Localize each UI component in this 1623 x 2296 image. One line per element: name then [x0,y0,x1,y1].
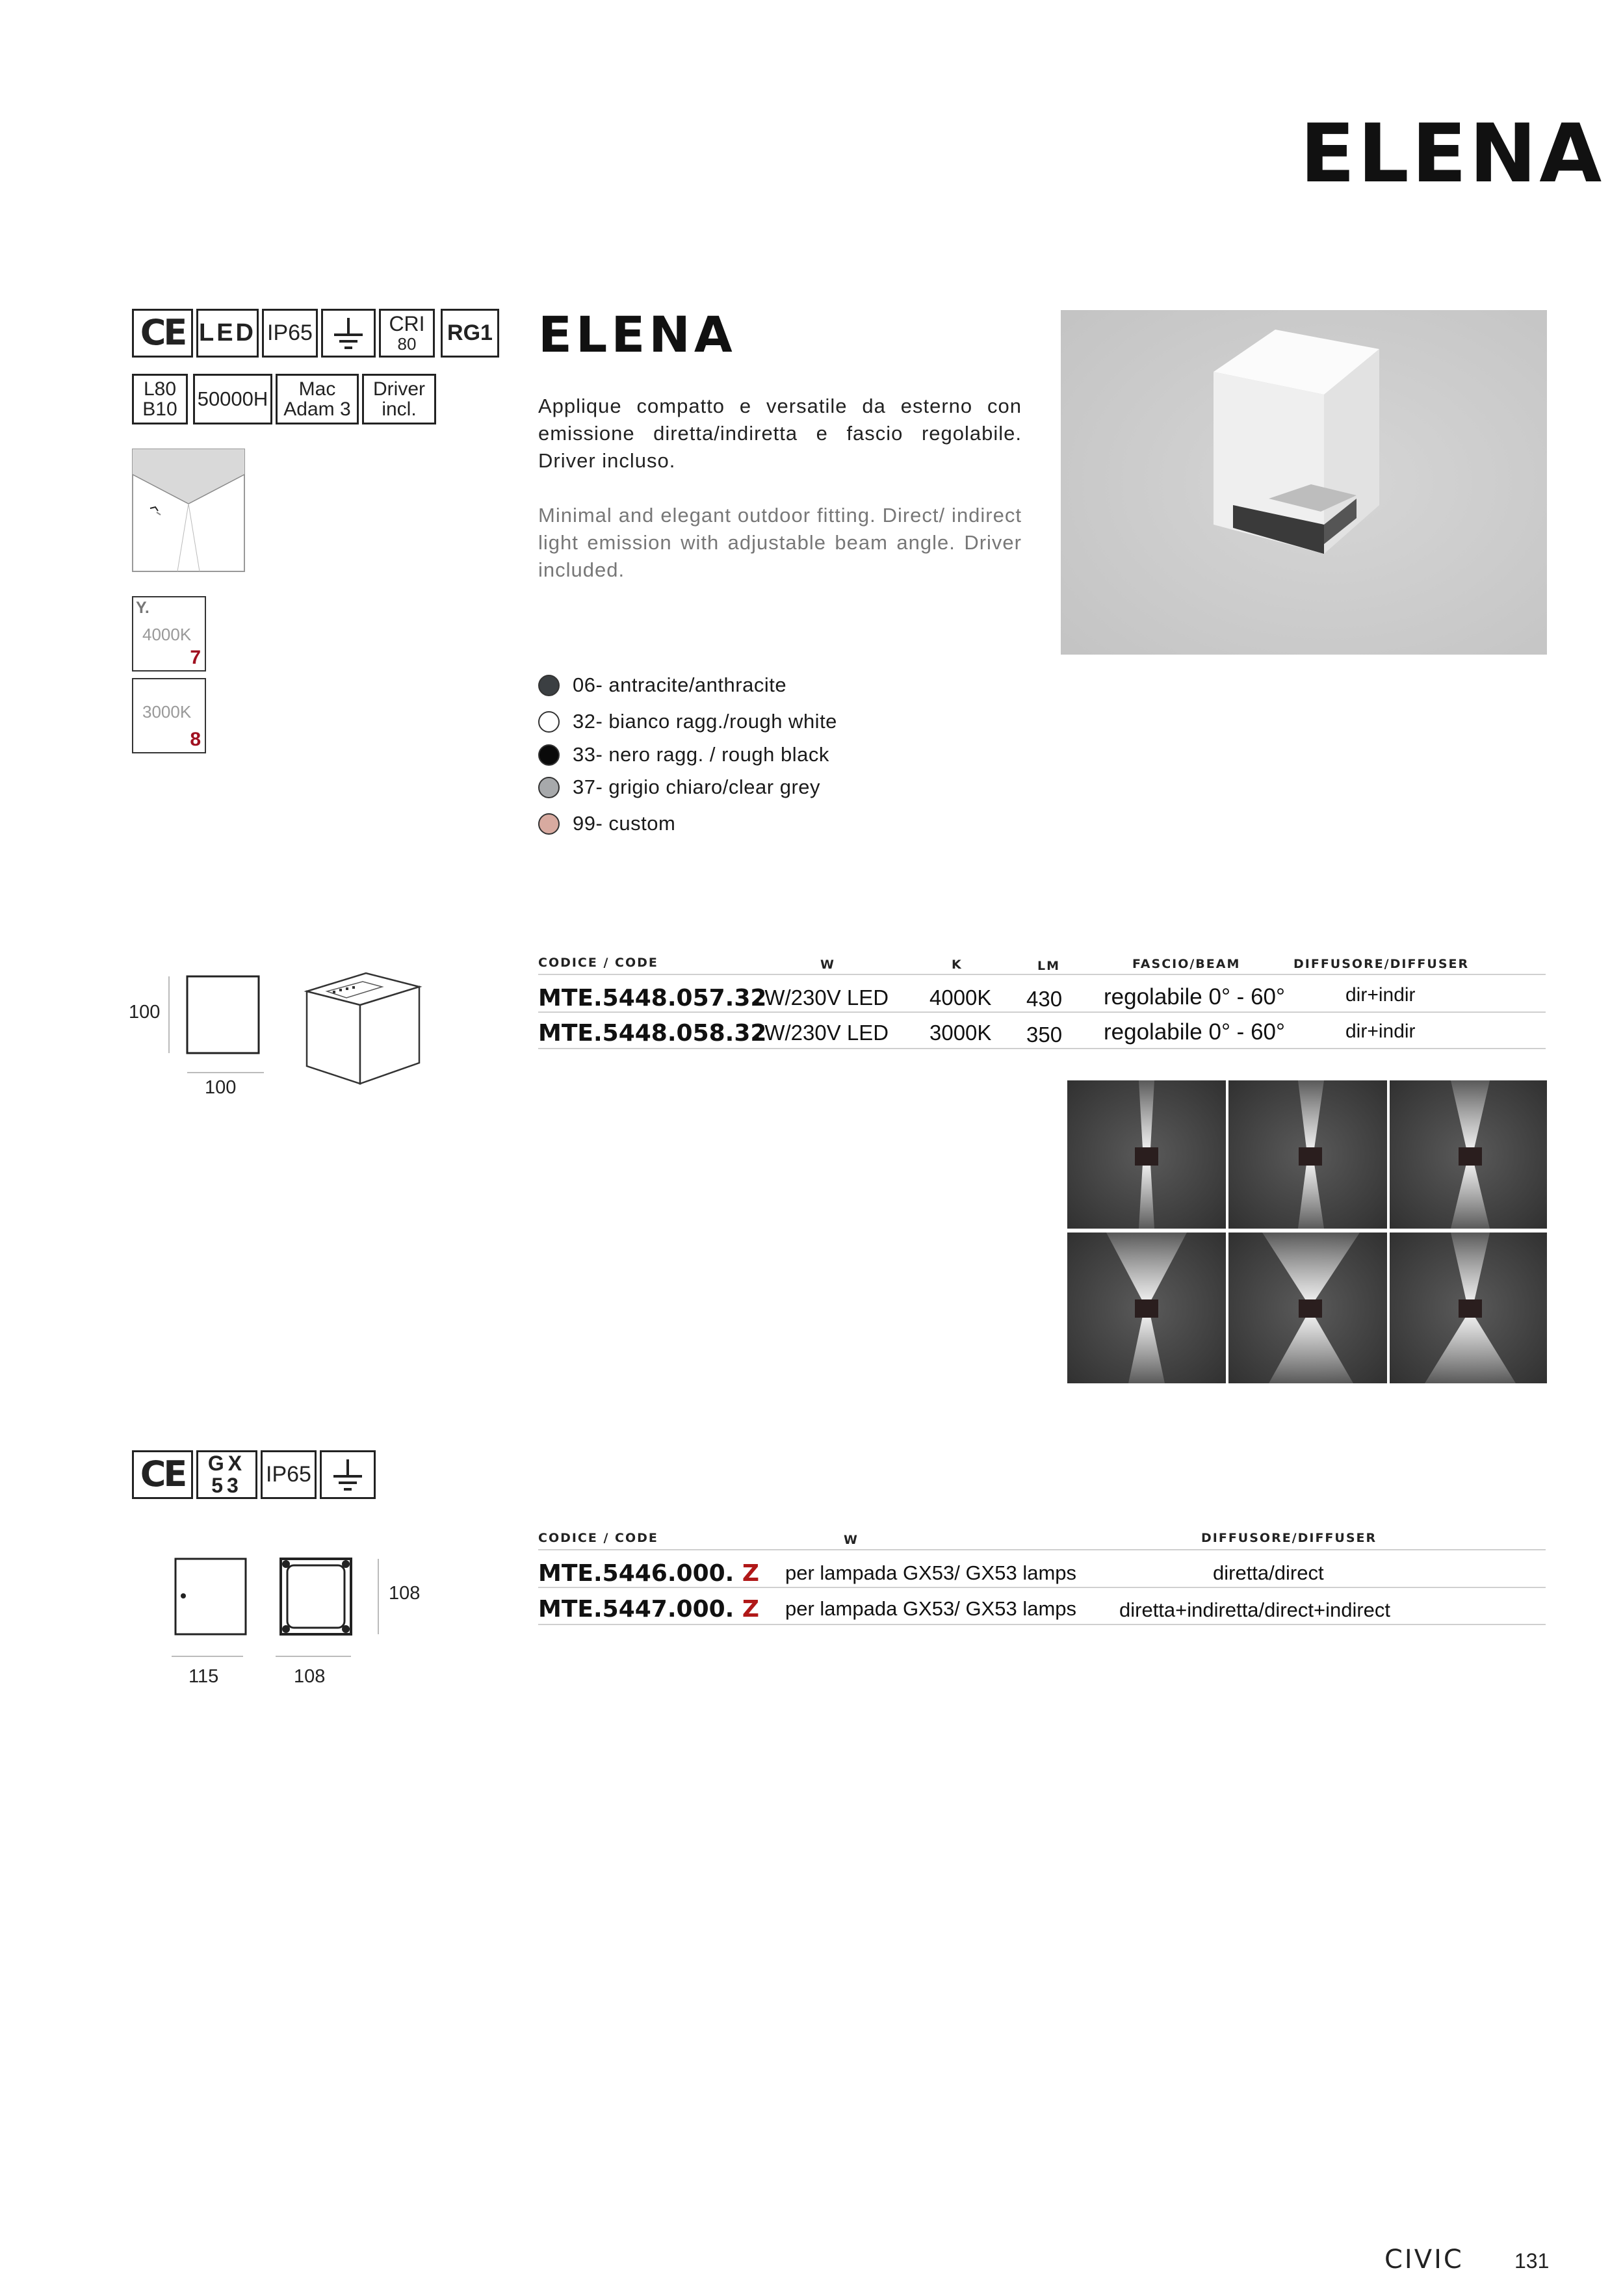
beam: regolabile 0° - 60° [1104,1019,1285,1045]
gx-label: GX [207,1451,246,1475]
table-header-w: W [844,1533,859,1547]
product-name: ELENA [538,306,736,363]
product-code-suffix: Z [742,1560,759,1587]
table-divider [538,1549,1546,1550]
kelvin: 3000K [929,1021,992,1045]
description-italian: Applique compatto e versatile da esterno con emissione diretta/indiretta e fascio regolabile. Driver incluso. [538,395,1022,472]
product-code-base: MTE.5447.000. [538,1596,734,1623]
ground-icon [320,1450,376,1499]
table-header-beam: FASCIO/BEAM [1132,957,1241,971]
finish-item [538,743,829,766]
product-code: MTE.5448.057.32 [538,985,767,1011]
driver-label: Driver [373,378,425,400]
l80-label: L80 [143,378,177,400]
lamp-type: per lampada GX53/ GX53 lamps [785,1561,1077,1584]
l80-b10-badge [132,374,188,424]
cri-badge [379,309,435,358]
dimension-width-b: 108 [294,1666,326,1687]
color-swatch-rough-white [538,711,560,733]
table-divider [538,974,1546,975]
led-dimension-drawing [168,969,441,1125]
gx-number: 53 [211,1473,242,1497]
table-divider [538,1048,1546,1049]
finish-item [538,710,837,733]
wattage: 7W/230V LED [753,1021,889,1045]
adam-label: Adam 3 [283,398,351,420]
b10-label: B10 [142,398,177,420]
ground-icon [321,309,376,358]
description-english: Minimal and elegant outdoor fitting. Direct/ indirect light emission with adjustable beam angle. Driver included. [538,504,1022,581]
table-divider [538,1624,1546,1625]
driver-badge [362,374,436,424]
table-header-w: W [820,958,835,972]
color-swatch-clear-grey [538,777,560,798]
diffuser: diretta/direct [1213,1561,1324,1584]
dimension-width: 100 [205,1077,237,1098]
kelvin-option-3000k [132,678,206,753]
ip65-badge: IP65 [261,1450,317,1499]
brand-logo: CIVIC [1384,2245,1464,2275]
table-header-diffuser: DIFFUSORE/DIFFUSER [1201,1531,1377,1545]
page-title: ELENA [1300,107,1605,201]
table-header-k: K [952,958,963,972]
table-header-code: CODICE / CODE [538,1531,658,1545]
color-swatch-custom [538,813,560,835]
product-code-suffix: Z [742,1596,759,1623]
product-code [538,1560,759,1587]
dimension-width-a: 115 [188,1666,219,1687]
color-swatch-anthracite [538,675,560,696]
cri-label: CRI [389,312,425,336]
ce-mark-icon: CE [132,1450,193,1499]
color-swatch-rough-black [538,744,560,766]
cri-value: 80 [397,333,417,354]
finish-item [538,673,786,697]
kelvin-prefix: Y. [136,599,149,617]
gx53-dimension-drawing [170,1554,391,1664]
lumen: 430 [1026,987,1063,1011]
beam: regolabile 0° - 60° [1104,984,1285,1010]
finish-label: 06- antracite/anthracite [573,673,787,696]
mac-adam-badge [276,374,359,424]
diffuser: diretta+indiretta/direct+indirect [1119,1598,1391,1621]
gx53-badge [196,1450,257,1499]
table-header-lm: LM [1037,959,1061,973]
finish-label: 37- grigio chiaro/clear grey [573,776,821,798]
kelvin: 4000K [929,985,992,1010]
kelvin-temp: 3000K [142,702,192,722]
table-divider [538,1011,1546,1013]
incl-label: incl. [382,398,417,420]
table-header-diffuser: DIFFUSORE/DIFFUSER [1293,957,1470,971]
finish-label: 99- custom [573,812,676,835]
product-code [538,1596,759,1623]
dimension-height: 108 [389,1583,421,1604]
kelvin-digit: 7 [190,647,201,668]
table-header-code: CODICE / CODE [538,956,658,970]
ip65-badge: IP65 [262,309,318,358]
mac-label: Mac [298,378,336,400]
diffuser: dir+indir [1345,1021,1416,1042]
page-number: 131 [1514,2249,1550,2273]
finish-label: 32- bianco ragg./rough white [573,710,837,733]
diffuser: dir+indir [1345,984,1416,1006]
lumen: 350 [1026,1023,1063,1047]
table-divider [538,1587,1546,1588]
kelvin-temp: 4000K [142,625,192,644]
beam-photos-grid [1067,1080,1547,1383]
product-code: MTE.5448.058.32 [538,1020,767,1047]
finish-label: 33- nero ragg. / rough black [573,743,829,766]
rg1-badge: RG1 [441,309,499,358]
finish-item [538,812,675,835]
lifetime-hours-badge: 50000H [193,374,272,424]
kelvin-option-4000k [132,596,206,672]
beam-angle-icon [132,449,245,572]
led-badge: LED [196,309,259,358]
product-code-base: MTE.5446.000. [538,1560,734,1587]
kelvin-digit: 8 [190,729,201,750]
ce-mark-icon: CE [132,309,193,358]
wattage: 7W/230V LED [753,985,889,1010]
product-photo [1061,310,1547,655]
finish-item [538,776,820,799]
lamp-type: per lampada GX53/ GX53 lamps [785,1597,1077,1620]
dimension-height: 100 [129,1002,161,1023]
